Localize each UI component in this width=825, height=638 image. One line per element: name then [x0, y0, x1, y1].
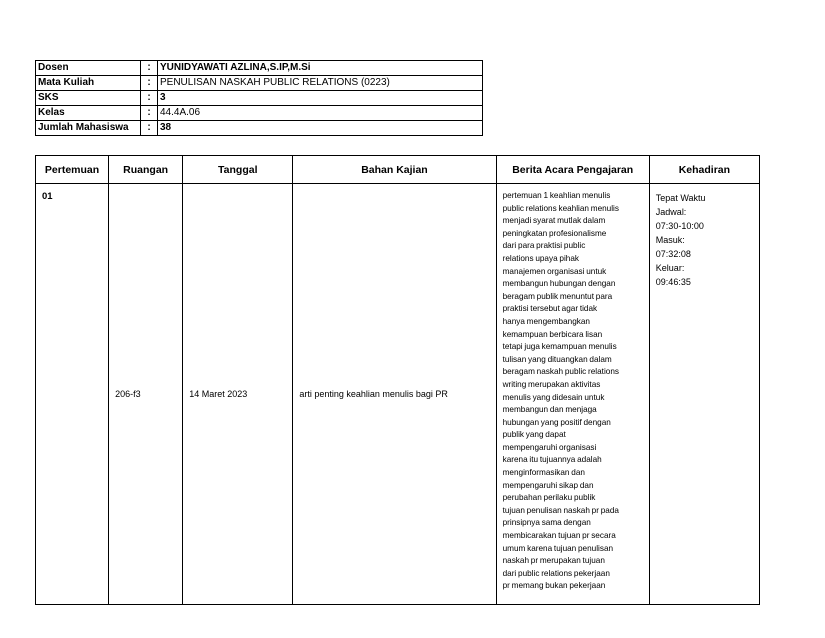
ruangan-value: 206-f3: [115, 389, 141, 399]
info-row: [36, 61, 483, 76]
berita-line: karena itu tujuannya adalah: [502, 455, 602, 465]
attendance-table: [35, 155, 760, 605]
berita-line: public relations keahlian menulis: [502, 203, 619, 213]
info-colon: :: [141, 121, 158, 136]
header-tanggal: Tanggal: [183, 156, 293, 184]
info-colon: :: [141, 106, 158, 121]
berita-line: manajemen organisasi untuk: [502, 266, 607, 276]
tanggal-value: 14 Maret 2023: [189, 389, 248, 399]
bahan-kajian-value: arti penting keahlian menulis bagi PR: [299, 389, 448, 399]
berita-line: hubungan yang positif dengan: [502, 417, 611, 427]
jadwal-label: Jadwal:: [655, 207, 687, 217]
info-value: 44.4A.06: [158, 106, 483, 121]
berita-line: prinsipnya sama dengan: [502, 518, 591, 528]
cell-tanggal: [183, 184, 293, 605]
berita-line: naskah pr merupakan tujuan: [502, 556, 605, 566]
berita-acara-text: [497, 184, 649, 593]
header-berita-acara: Berita Acara Pengajaran: [496, 156, 649, 184]
info-colon: :: [141, 91, 158, 106]
berita-line: menginformasikan dan: [502, 468, 585, 478]
berita-line: publik yang dapat: [502, 430, 566, 440]
cell-berita-acara: [496, 184, 649, 605]
berita-line: dari para praktisi public: [502, 241, 586, 251]
berita-line: menulis yang didesain untuk: [502, 392, 605, 402]
header-ruangan: Ruangan: [109, 156, 183, 184]
berita-line: beragam publik menuntut para: [502, 291, 613, 301]
berita-line: dari public relations pekerjaan: [502, 568, 610, 578]
info-label: Dosen: [36, 61, 141, 76]
berita-line: tulisan yang dituangkan dalam: [502, 354, 612, 364]
berita-line: membangun dan menjaga: [502, 405, 597, 415]
info-label: SKS: [36, 91, 141, 106]
info-label: Mata Kuliah: [36, 76, 141, 91]
berita-line: tujuan penulisan naskah pr pada: [502, 505, 619, 515]
info-value: 3: [158, 91, 483, 106]
berita-line: pertemuan 1 keahlian menulis: [502, 191, 611, 200]
info-value: YUNIDYAWATI AZLINA,S.IP,M.Si: [158, 61, 483, 76]
keluar-value: 09:46:35: [655, 277, 691, 287]
masuk-label: Masuk:: [655, 235, 685, 245]
berita-line: relations upaya pihak: [502, 253, 579, 263]
info-row: [36, 106, 483, 121]
info-colon: :: [141, 76, 158, 91]
cell-pertemuan: [36, 184, 109, 605]
header-kehadiran: Kehadiran: [649, 156, 759, 184]
cell-bahan-kajian: [293, 184, 496, 605]
info-row: [36, 76, 483, 91]
berita-line: menjadi syarat mutlak dalam: [502, 216, 606, 226]
jadwal-value: 07:30-10:00: [655, 221, 704, 231]
berita-line: hanya mengembangkan: [502, 316, 590, 326]
berita-line: membicarakan tujuan pr secara: [502, 531, 616, 541]
info-colon: :: [141, 61, 158, 76]
berita-line: pr memang bukan pekerjaan: [502, 581, 606, 591]
info-value: 38: [158, 121, 483, 136]
header-bahan-kajian: Bahan Kajian: [293, 156, 496, 184]
masuk-value: 07:32:08: [655, 249, 691, 259]
info-row: [36, 121, 483, 136]
kehadiran-status: Tepat Waktu: [655, 193, 706, 203]
cell-ruangan: [109, 184, 183, 605]
cell-kehadiran: [649, 184, 759, 605]
info-label: Kelas: [36, 106, 141, 121]
berita-line: membangun hubungan dengan: [502, 279, 616, 289]
berita-line: perubahan perilaku publik: [502, 493, 596, 503]
berita-line: tetapi juga kemampuan menulis: [502, 342, 617, 352]
berita-line: mempengaruhi sikap dan: [502, 480, 594, 490]
course-info-table: [35, 60, 483, 136]
info-label: Jumlah Mahasiswa: [36, 121, 141, 136]
pertemuan-number: 01: [42, 191, 53, 202]
header-pertemuan: Pertemuan: [36, 156, 109, 184]
berita-line: writing merupakan aktivitas: [502, 379, 601, 389]
berita-line: beragam naskah public relations: [502, 367, 619, 377]
berita-line: praktisi tersebut agar tidak: [502, 304, 598, 314]
table-header-row: [36, 156, 760, 184]
keluar-label: Keluar:: [655, 263, 685, 273]
table-row: [36, 184, 760, 605]
berita-line: mempengaruhi organisasi: [502, 442, 597, 452]
info-value: PENULISAN NASKAH PUBLIC RELATIONS (0223): [158, 76, 483, 91]
kehadiran-info: [650, 184, 759, 289]
berita-line: kemampuan berbicara lisan: [502, 329, 603, 339]
berita-line: peningkatan profesionalisme: [502, 228, 607, 238]
berita-line: umum karena tujuan penulisan: [502, 543, 614, 553]
info-row: [36, 91, 483, 106]
